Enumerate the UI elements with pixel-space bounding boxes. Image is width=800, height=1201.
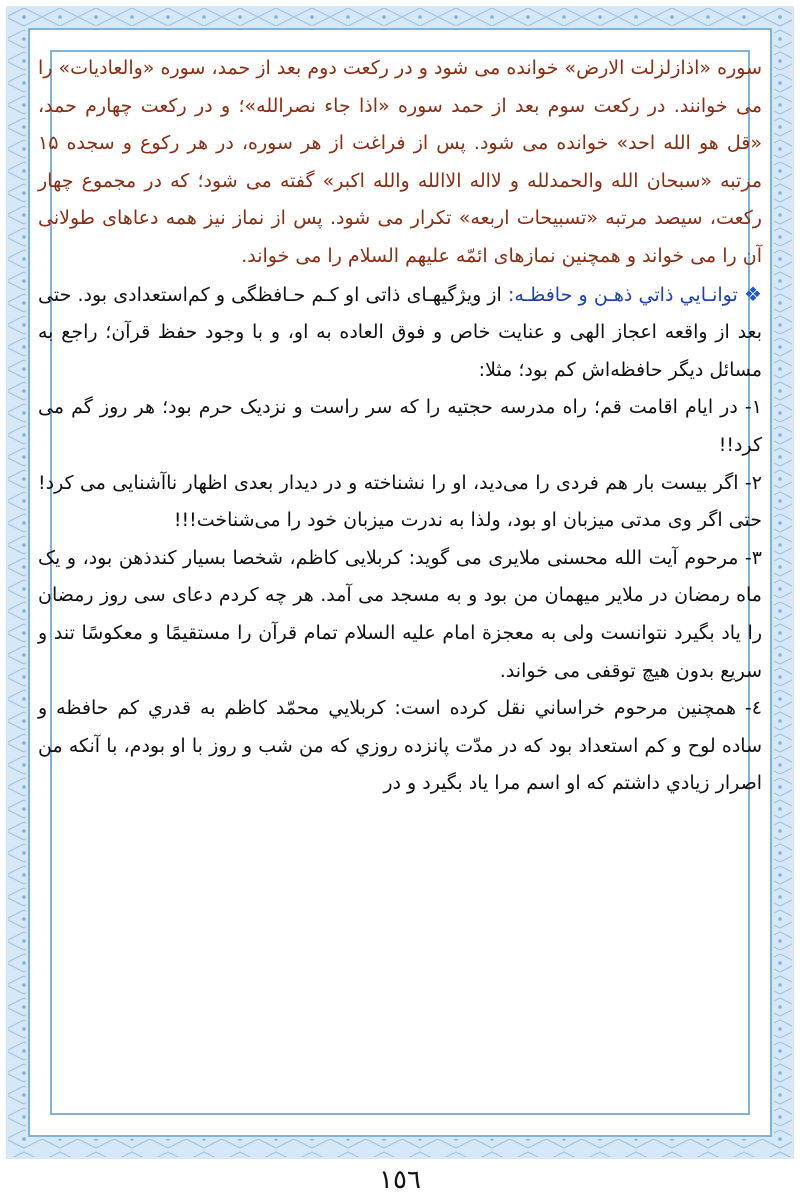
list-item-1: ۱- در ایام اقامت قم؛ راه مدرسه حجتیه را که سر راست و نزدیک حرم بود؛ هر روز گم می کرد!! <box>38 396 762 456</box>
page-number: ١٥٦ <box>379 1165 421 1195</box>
page-text-body <box>38 50 762 803</box>
diamond-bullet-icon: ❖ <box>743 281 763 306</box>
section-body: از ویژگیهـای ذاتی او کـم حـافظگی و کم‌استعدادی بود. حتی بعد از واقعه اعجاز الهی و عنایت خاص و فوق العاده به او، و با وجود حفظ قرآن؛ راجع به مسائل دیگر حافظه‌اش کم بود؛ مثلا: <box>38 283 762 381</box>
list-item-3: ۳- مرحوم آیت الله محسنی ملایری می گوید: کربلایی کاظم، شخصا بسیار کندذهن بود، و یک ماه رمضان در ملایر میهمان من بود و به مسجد می آمد. هر چه کردم دعای سی روز رمضان را یاد بگیرد نتوانست ولی به معجزة امام علیه السلام تمام قرآن را مستقیمًا و معکوسًا تند و سریع بدون هیچ توقفی می خواند. <box>38 546 762 682</box>
list-item-2: ۲- اگر بیست بار هم فردی را می‌دید، او را نشناخته و در دیدار بعدی اظهار ناآشنایی می کرد! حتی اگر وی مدتی میزبان او بود، ولذا به ندرت میزبان خود را می‌شناخت!!! <box>38 471 762 532</box>
section-paragraph <box>38 276 762 390</box>
list-item-4: ٤- همچنین مرحوم خراساني نقل کرده است: کربلایي محمّد کاظم به قدري کم حافظه و ساده لوح و کم استعداد بود که در مدّت پانزده روزي که من شب و روز با او بودم، با آنکه من اصرار زیادي داشتم که او اسم مرا یاد بگیرد و در <box>38 697 762 795</box>
section-heading: توانـایي ذاتي ذهـن و حافظـه: <box>507 283 738 306</box>
intro-paragraph: سوره «اذازلزلت الارض» خوانده می شود و در رکعت دوم بعد از حمد، سوره «والعادیات» را می خوانند. در رکعت سوم بعد از حمد سوره «اذا جاء نصرالله»؛ و در رکعت چهارم حمد، «قل هو الله احد» خوانده می شود. پس از فراغت از هر سوره، در هر رکوع و سجده ۱۵ مرتبه «سبحان الله والحمدلله و لااله الاالله والله اکبر» گفته می شود؛ که در مجموع چهار رکعت، سیصد مرتبه «تسبیحات اربعه» تکرار می شود. پس از نماز نیز همه دعاهای طولانی آن را می خواند و همچنین نمازهای ائمّه علیهم السلام را می خواند. <box>38 57 762 267</box>
